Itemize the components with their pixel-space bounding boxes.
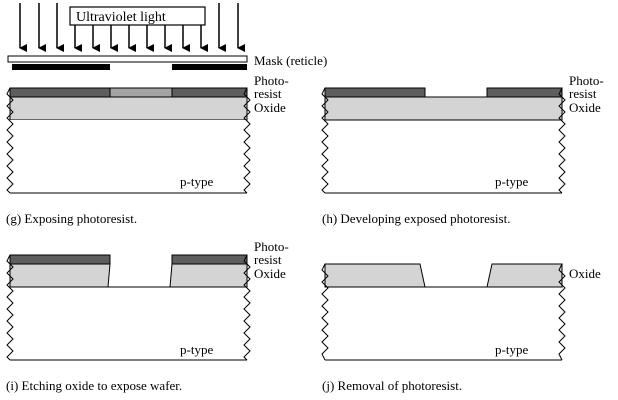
photoresist-left bbox=[10, 88, 110, 97]
oxide-label: Oxide bbox=[254, 266, 286, 281]
photoresist-label-1: Photo- bbox=[254, 239, 289, 254]
oxide-left bbox=[10, 264, 110, 287]
panel-g bbox=[6, 3, 327, 226]
photoresist-right bbox=[487, 88, 562, 97]
caption-g: (g) Exposing photoresist. bbox=[6, 211, 138, 226]
photoresist-left bbox=[10, 255, 110, 264]
substrate-label: p-type bbox=[495, 174, 529, 189]
photoresist-label-1: Photo- bbox=[254, 73, 289, 88]
substrate-label: p-type bbox=[180, 342, 214, 357]
photoresist-label-2: resist bbox=[569, 86, 597, 101]
oxide-label: Oxide bbox=[569, 266, 601, 281]
mask-opaque-left bbox=[12, 64, 110, 70]
oxide-label: Oxide bbox=[254, 100, 286, 115]
oxide-left bbox=[325, 264, 425, 287]
photoresist-label-1: Photo- bbox=[569, 73, 604, 88]
caption-i: (i) Etching oxide to expose wafer. bbox=[6, 378, 183, 393]
photoresist-right bbox=[172, 88, 247, 97]
caption-j: (j) Removal of photoresist. bbox=[322, 378, 463, 393]
panel-h bbox=[322, 73, 604, 226]
panel-i bbox=[6, 239, 289, 393]
oxide-right bbox=[487, 264, 562, 287]
mask-opaque-right bbox=[172, 64, 247, 70]
mask-label: Mask (reticle) bbox=[254, 53, 328, 68]
oxide-label: Oxide bbox=[569, 100, 601, 115]
oxide-layer bbox=[10, 97, 247, 120]
oxide-right bbox=[170, 264, 247, 287]
photoresist-label-2: resist bbox=[254, 252, 282, 267]
photoresist-left bbox=[325, 88, 425, 97]
photoresist-right bbox=[172, 255, 247, 264]
substrate-label: p-type bbox=[495, 342, 529, 357]
mask-outline bbox=[8, 56, 247, 62]
uv-label: Ultraviolet light bbox=[76, 10, 166, 25]
panel-j bbox=[322, 264, 601, 393]
photoresist-label-2: resist bbox=[254, 86, 282, 101]
substrate-label: p-type bbox=[180, 174, 214, 189]
photoresist-exposed bbox=[110, 88, 172, 97]
caption-h: (h) Developing exposed photoresist. bbox=[322, 211, 511, 226]
oxide-layer bbox=[325, 97, 562, 120]
